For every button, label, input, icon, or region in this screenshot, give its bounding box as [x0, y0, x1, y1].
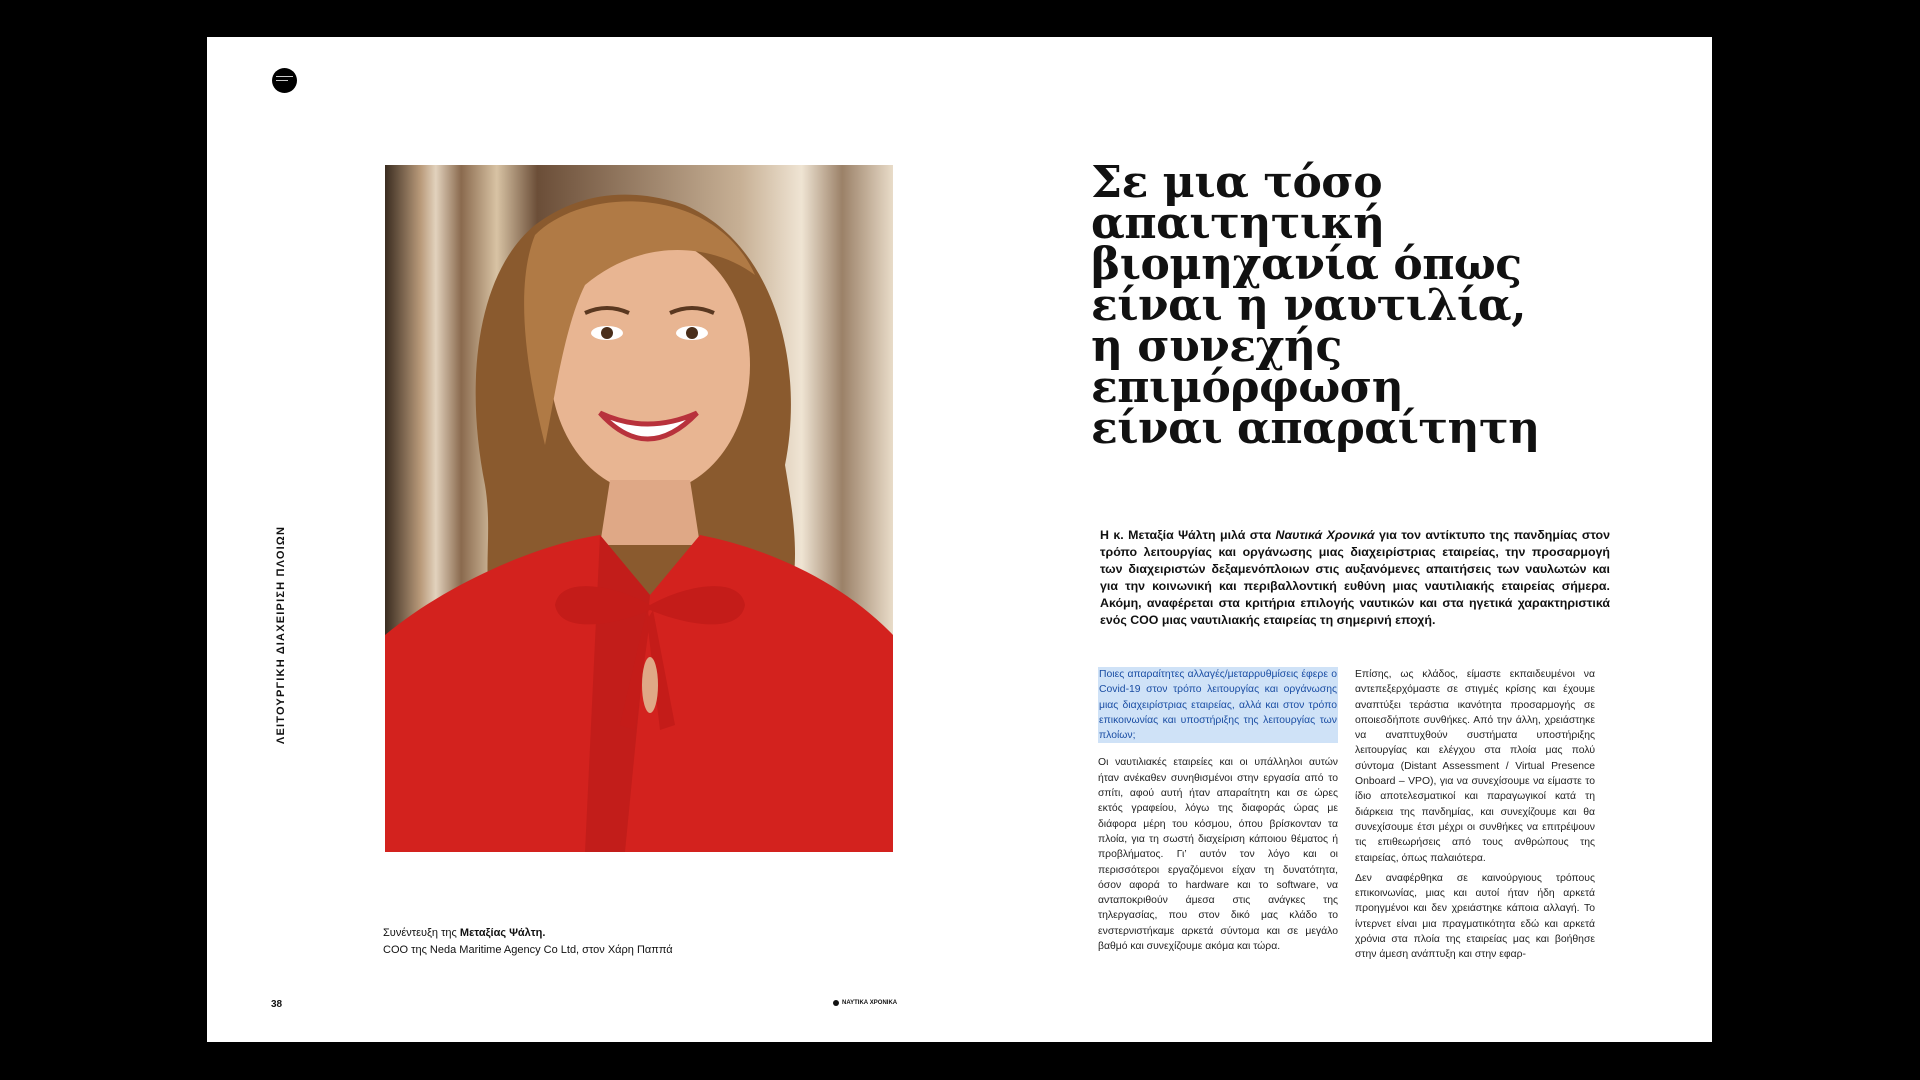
- footer-logo-icon: [833, 1000, 839, 1006]
- headline-line: βιομηχανία όπως: [1091, 239, 1522, 290]
- caption-name: Μεταξίας Ψάλτη: [459, 927, 543, 939]
- answer-paragraph: Επίσης, ως κλάδος, είμαστε εκπαιδευμένοι να αντεπεξερχόμαστε σε στιγμές κρίσης και έχουμε αναπτύξει τεράστια ικανότητα προσαρμογής σε οποιεσδήποτε συνθήκες. Από την άλλη, χρειάστηκε να αναπτυχθούν συστήματα υποστήριξης λειτουργίας και ελέγχου στα πλοία μας πολύ σύντομα (Distant Assessment / Virtual Presence Onboard – VPO), για να συνεχίσουμε να είμαστε το ίδιο αποτελεσματικοί και παραγωγικοί κατά τη διάρκεια της πανδημίας, και συνεχίζουμε και θα συνεχίσουμε έτσι μέχρι οι συνθήκες να επιτρέψουν τις επιθεωρήσεις από τους ανθρώπους της εταιρείας, όπως παλαιότερα.: [1355, 669, 1595, 864]
- headline-line: η συνεχής: [1091, 321, 1342, 372]
- headline-line: είναι απαραίτητη: [1091, 403, 1540, 454]
- lead-text-cont: για τον αντίκτυπο της πανδημίας στον τρόπο λειτουργίας και οργάνωσης μιας διαχειρίστριας εταιρείας, την προσαρμογή των διαχειριστών δεξαμενόπλοιων στις αυξανόμενες απαιτήσεις των ναυλωτών και για την κοινωνική και περιβαλλοντική ευθύνη μιας ναυτιλιακής εταιρείας σήμερα. Ακόμη, αναφέρεται στα κριτήρια επιλογής ναυτικών και στα ηγετικά χαρακτηριστικά ενός COO μιας ναυτιλιακής εταιρείας τη σημερινή εποχή.: [1100, 528, 1611, 627]
- body-column-left: [1098, 667, 1338, 959]
- article-headline: [1091, 157, 1611, 454]
- footer-text: ΝΑΥΤΙΚΑ ΧΡΟΝΙΚΑ: [842, 1000, 898, 1006]
- section-label: ΛΕΙΤΟΥΡΓΙΚΗ ΔΙΑΧΕΙΡΙΣΗ ΠΛΟΙΩΝ: [275, 525, 287, 745]
- caption-role: COO της Neda Maritime Agency Co Ltd, στον Χάρη Παππά: [383, 944, 673, 956]
- footer-publication: [833, 1000, 897, 1006]
- interview-question: Ποιες απαραίτητες αλλαγές/μεταρρυθμίσεις έφερε ο Covid-19 στον τρόπο λειτουργίας και οργάνωσης μιας διαχειρίστριας εταιρείας, αλλά και στον τρόπο επικοινωνίας και υποστήριξης της λειτουργίας των πλοίων;: [1098, 667, 1338, 743]
- article-lead: [1100, 527, 1610, 629]
- lead-publication: Ναυτικά Χρονικά: [1275, 528, 1375, 542]
- portrait-photo: [385, 165, 893, 852]
- headline-line: απαιτητική: [1091, 198, 1385, 249]
- page-number: 38: [271, 999, 283, 1010]
- headline-line: είναι η ναυτιλία,: [1091, 280, 1526, 331]
- magazine-spread: [207, 37, 1712, 1042]
- lead-text: Η κ. Μεταξία Ψάλτη μιλά στα: [1100, 528, 1276, 542]
- photo-caption: Συνέντευξη της Μεταξίας Ψάλτη. COO της Neda Maritime Agency Co Ltd, στον Χάρη Παππά: [383, 925, 673, 959]
- answer-paragraph: Δεν αναφέρθηκα σε καινούργιους τρόπους επικοινωνίας, μιας και αυτοί ήταν ήδη αρκετά προηγμένοι και δεν χρειάστηκε κάποια αλλαγή. Το ίντερνετ είναι μια πραγματικότητα εδώ και αρκετά χρόνια στα πλοία της εταιρείας μας και βοήθησε στην άμεση ανάπτυξη και στην εφαρ-: [1355, 872, 1595, 961]
- headline-line: Σε μια τόσο: [1091, 157, 1383, 208]
- magazine-logo-icon: [272, 68, 297, 93]
- headline-line: επιμόρφωση: [1091, 362, 1404, 413]
- caption-prefix: Συνέντευξη της: [383, 927, 460, 939]
- answer-paragraph: Οι ναυτιλιακές εταιρείες και οι υπάλληλοι αυτών ήταν ανέκαθεν συνηθισμένοι στην εργασία από το σπίτι, αφού αυτή ήταν απαραίτητη και σε ώρες εκτός γραφείου, λόγω της διαφοράς ώρας με διάφορα μέρη του κόσμου, όπου βρίσκονταν τα πλοία, για τη σωστή διαχείριση κάποιου θέματος ή προβλήματος. Γι’ αυτόν τον λόγο και οι περισσότεροι εργαζόμενοι είχαν τη δυνατότητα, όσον αφορά το hardware και το software, να ανταποκριθούν άμεσα στις ανάγκες της τηλεργασίας, που στον δικό μας κλάδο το ενστερνιστήκαμε αρκετά σύντομα και σε μεγάλο βαθμό και συνεχίζουμε ακόμα και τώρα.: [1098, 757, 1338, 953]
- body-column-right: [1355, 667, 1595, 968]
